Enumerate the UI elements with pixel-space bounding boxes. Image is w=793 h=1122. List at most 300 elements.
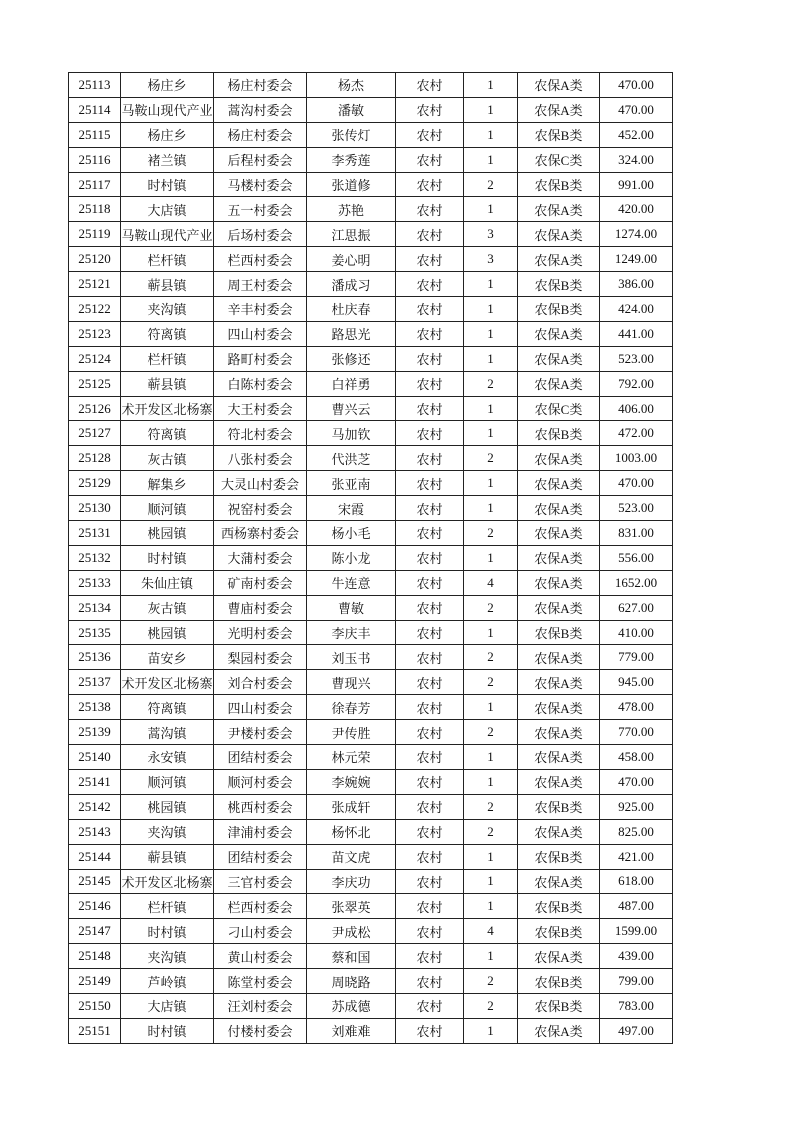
amount: 441.00 [618,325,654,341]
area-type-cell [396,371,464,396]
village-committee: 栏西村委会 [227,252,293,268]
person-name: 张道修 [331,178,371,193]
person-name: 张修还 [331,352,371,368]
village-committee-cell [214,993,307,1018]
household-count-cell [464,297,518,322]
town: 符离镇 [147,426,187,442]
household-count: 1 [487,325,494,341]
household-count: 2 [487,973,494,988]
insurance-category-cell [518,421,600,446]
area-type: 农村 [416,227,443,243]
village-committee: 矿南村委会 [227,576,293,592]
insurance-category-cell [518,720,600,745]
record-id-cell [69,919,121,944]
amount-cell [600,919,673,944]
record-id: 25139 [78,724,111,740]
village-committee: 团结村委会 [227,750,293,766]
amount-cell [600,794,673,819]
data-table [68,72,673,1044]
amount-cell [600,396,673,421]
record-id-cell [69,222,121,247]
town: 蕲县镇 [147,850,187,866]
record-id: 25142 [78,798,111,814]
record-id-cell [69,1018,121,1043]
area-type-cell [396,97,464,122]
household-count-cell [464,122,518,147]
table-row [69,695,673,720]
area-type-cell [396,346,464,371]
area-type-cell [396,620,464,645]
amount: 1274.00 [614,226,658,242]
amount: 487.00 [618,898,654,914]
person-name: 张亚南 [331,476,371,492]
insurance-category-cell [518,620,600,645]
village-committee-cell [214,844,307,869]
household-count-cell [464,471,518,496]
record-id: 25138 [78,699,111,715]
insurance-category: 农保A类 [534,526,583,542]
household-count-cell [464,819,518,844]
village-committee-cell [214,346,307,371]
record-id-cell [69,944,121,969]
table-row [69,97,673,122]
table-body [69,73,673,1044]
amount: 324.00 [618,151,654,167]
record-id: 25127 [78,425,111,441]
record-id: 25119 [78,226,111,242]
town: 灰古镇 [147,451,187,467]
record-id-cell [69,321,121,346]
insurance-category: 农保A类 [534,650,583,666]
town: 夹沟镇 [147,825,187,841]
town-cell [121,670,214,695]
amount-cell [600,595,673,620]
record-id: 25150 [78,997,111,1013]
record-id-cell [69,595,121,620]
record-id-cell [69,471,121,496]
town: 栏杆镇 [147,899,187,915]
table-row [69,272,673,297]
household-count: 1 [487,475,494,491]
amount: 770.00 [618,724,654,740]
insurance-category: 农保B类 [534,426,583,442]
record-id-cell [69,197,121,222]
area-type-cell [396,147,464,172]
town-cell [121,446,214,471]
town: 苗安乡 [147,650,187,666]
table-row [69,919,673,944]
record-id-cell [69,670,121,695]
area-type: 农村 [416,302,443,318]
person-name: 李庆功 [331,874,371,890]
record-id-cell [69,446,121,471]
amount-cell [600,172,673,197]
amount: 497.00 [618,1022,654,1038]
household-count: 1 [487,201,494,217]
amount: 478.00 [618,699,654,715]
household-count: 4 [487,574,494,590]
amount-cell [600,222,673,247]
amount: 1249.00 [614,251,658,267]
household-count-cell [464,794,518,819]
person-name: 白祥勇 [331,377,371,393]
person-name-cell [307,421,396,446]
record-id-cell [69,695,121,720]
person-name: 宋霞 [337,501,364,517]
area-type: 农村 [416,750,443,766]
amount-cell [600,297,673,322]
person-name-cell [307,471,396,496]
insurance-category: 农保C类 [534,402,583,418]
village-committee: 尹楼村委会 [227,725,293,741]
person-name-cell [307,122,396,147]
household-count: 1 [487,848,494,864]
person-name-cell [307,147,396,172]
household-count-cell [464,197,518,222]
record-id-cell [69,745,121,770]
amount-cell [600,371,673,396]
record-id-cell [69,346,121,371]
amount-cell [600,272,673,297]
insurance-category-cell [518,521,600,546]
area-type: 农村 [416,476,443,492]
household-count: 1 [487,873,494,889]
record-id-cell [69,794,121,819]
area-type: 农村 [416,775,443,791]
insurance-category: 农保A类 [534,451,583,467]
record-id: 25114 [78,101,111,117]
area-type-cell [396,73,464,98]
amount: 1599.00 [614,923,658,939]
insurance-category-cell [518,670,600,695]
village-committee-cell [214,122,307,147]
insurance-category-cell [518,844,600,869]
amount-cell [600,894,673,919]
area-type: 农村 [416,526,443,542]
household-count: 2 [487,798,494,814]
record-id-cell [69,297,121,322]
record-id: 25122 [78,300,111,316]
insurance-category: 农保B类 [534,850,583,866]
household-count-cell [464,346,518,371]
record-id: 25128 [78,450,111,466]
person-name-cell [307,819,396,844]
record-id: 25131 [78,524,111,540]
table-row [69,73,673,98]
insurance-category-cell [518,894,600,919]
village-committee-cell [214,944,307,969]
amount: 439.00 [618,948,654,964]
village-committee-cell [214,570,307,595]
town: 顺河镇 [147,775,187,791]
town-cell [121,521,214,546]
insurance-category-cell [518,595,600,620]
household-count-cell [464,844,518,869]
record-id: 25121 [78,276,111,292]
village-committee-cell [214,371,307,396]
village-committee: 白陈村委会 [227,377,293,393]
village-committee: 刁山村委会 [227,924,293,940]
amount: 783.00 [618,997,654,1013]
village-committee: 付楼村委会 [227,1024,293,1040]
area-type: 农村 [416,202,443,218]
insurance-category: 农保A类 [534,750,583,766]
household-count-cell [464,620,518,645]
area-type: 农村 [416,999,443,1015]
insurance-category-cell [518,371,600,396]
town-cell [121,869,214,894]
amount-cell [600,969,673,994]
insurance-category: 农保A类 [534,1024,583,1040]
record-id: 25130 [78,500,111,516]
area-type-cell [396,197,464,222]
village-committee: 周王村委会 [227,277,293,293]
record-id-cell [69,570,121,595]
person-name-cell [307,73,396,98]
household-count: 2 [487,599,494,615]
record-id: 25141 [78,773,111,789]
town: 时村镇 [147,178,187,193]
person-name-cell [307,247,396,272]
person-name-cell [307,396,396,421]
area-type: 农村 [416,850,443,866]
amount: 627.00 [618,599,654,615]
household-count-cell [464,247,518,272]
household-count-cell [464,769,518,794]
area-type: 农村 [416,103,443,119]
village-committee: 八张村委会 [227,451,293,467]
amount: 825.00 [618,823,654,839]
record-id-cell [69,496,121,521]
person-name-cell [307,570,396,595]
town-cell [121,172,214,197]
insurance-category-cell [518,446,600,471]
household-count-cell [464,695,518,720]
insurance-category: 农保A类 [534,725,583,741]
area-type-cell [396,471,464,496]
town-cell [121,794,214,819]
area-type-cell [396,745,464,770]
person-name-cell [307,446,396,471]
village-committee: 西杨寨村委会 [220,526,299,542]
person-name: 刘玉书 [331,650,371,666]
town-cell [121,720,214,745]
area-type: 农村 [416,949,443,965]
insurance-category: 农保B类 [534,999,583,1015]
town-cell [121,222,214,247]
village-committee: 辛丰村委会 [227,302,293,318]
area-type-cell [396,595,464,620]
person-name: 杨怀北 [331,825,371,841]
amount: 1003.00 [614,450,658,466]
area-type: 农村 [416,899,443,915]
area-type-cell [396,894,464,919]
person-name: 张翠英 [331,899,371,915]
person-name-cell [307,545,396,570]
household-count: 2 [487,724,494,740]
town: 蕲县镇 [147,277,187,293]
record-id: 25120 [78,251,111,267]
area-type-cell [396,446,464,471]
area-type: 农村 [416,252,443,268]
village-committee: 后程村委会 [227,153,293,169]
table-row [69,570,673,595]
insurance-category-cell [518,471,600,496]
record-id-cell [69,396,121,421]
table-row [69,620,673,645]
person-name-cell [307,869,396,894]
village-committee: 祝窑村委会 [227,501,293,517]
amount: 472.00 [618,425,654,441]
village-committee: 光明村委会 [227,626,293,642]
amount-cell [600,819,673,844]
area-type: 农村 [416,650,443,666]
household-count: 1 [487,549,494,565]
person-name: 李婉婉 [331,775,371,791]
record-id: 25129 [78,475,111,491]
insurance-category: 农保B类 [534,800,583,816]
household-count-cell [464,97,518,122]
town: 永安镇 [147,750,187,766]
table-row [69,496,673,521]
town-cell [121,844,214,869]
table-row [69,670,673,695]
area-type-cell [396,396,464,421]
area-type-cell [396,695,464,720]
town-cell [121,695,214,720]
village-committee-cell [214,197,307,222]
town-cell [121,769,214,794]
record-id-cell [69,421,121,446]
village-committee: 曹庙村委会 [227,601,293,617]
town: 术开发区北杨寨 [121,874,213,890]
town-cell [121,595,214,620]
town: 大店镇 [147,999,187,1015]
area-type: 农村 [416,725,443,741]
town: 杨庄乡 [147,78,187,94]
record-id-cell [69,122,121,147]
person-name: 杨杰 [337,78,364,94]
insurance-category: 农保A类 [534,352,583,368]
table-row [69,297,673,322]
area-type-cell [396,222,464,247]
person-name: 曹现兴 [331,675,371,691]
village-committee: 大灵山村委会 [220,476,299,492]
town: 顺河镇 [147,501,187,517]
area-type-cell [396,122,464,147]
area-type: 农村 [416,551,443,567]
amount-cell [600,421,673,446]
insurance-category-cell [518,993,600,1018]
area-type-cell [396,919,464,944]
area-type: 农村 [416,402,443,418]
area-type-cell [396,321,464,346]
village-committee-cell [214,222,307,247]
village-committee-cell [214,969,307,994]
amount-cell [600,122,673,147]
town-cell [121,297,214,322]
town: 朱仙庄镇 [140,576,193,592]
town-cell [121,1018,214,1043]
household-count-cell [464,894,518,919]
area-type: 农村 [416,874,443,890]
area-type: 农村 [416,78,443,94]
household-count-cell [464,371,518,396]
household-count: 1 [487,948,494,964]
household-count: 2 [487,997,494,1013]
area-type: 农村 [416,178,443,193]
town: 解集乡 [147,476,187,492]
insurance-category-cell [518,122,600,147]
insurance-category-cell [518,645,600,670]
insurance-category: 农保B类 [534,302,583,318]
household-count-cell [464,745,518,770]
town: 马鞍山现代产业 [121,103,213,119]
household-count-cell [464,595,518,620]
village-committee-cell [214,172,307,197]
record-id: 25117 [78,176,111,192]
insurance-category-cell [518,570,600,595]
amount: 470.00 [618,76,654,92]
town-cell [121,197,214,222]
town-cell [121,73,214,98]
person-name: 李秀莲 [331,153,371,169]
insurance-category: 农保A类 [534,825,583,841]
area-type-cell [396,172,464,197]
record-id: 25124 [78,350,111,366]
amount-cell [600,695,673,720]
amount-cell [600,346,673,371]
person-name-cell [307,222,396,247]
household-count: 1 [487,1022,494,1038]
household-count: 1 [487,425,494,441]
village-committee: 大蒲村委会 [227,551,293,567]
record-id-cell [69,97,121,122]
village-committee-cell [214,496,307,521]
village-committee: 刘合村委会 [227,675,293,691]
table-row [69,521,673,546]
town: 桃园镇 [147,526,187,542]
village-committee: 五一村委会 [227,202,293,218]
record-id: 25151 [78,1022,111,1038]
village-committee: 四山村委会 [227,700,293,716]
town: 夹沟镇 [147,302,187,318]
area-type-cell [396,670,464,695]
town-cell [121,371,214,396]
area-type: 农村 [416,601,443,617]
insurance-category: 农保C类 [534,153,583,169]
person-name-cell [307,97,396,122]
village-committee-cell [214,894,307,919]
insurance-category-cell [518,247,600,272]
village-committee: 陈堂村委会 [227,974,293,990]
person-name: 姜心明 [331,252,371,268]
insurance-category-cell [518,97,600,122]
area-type: 农村 [416,451,443,467]
household-count: 1 [487,126,494,142]
table-row [69,794,673,819]
town-cell [121,570,214,595]
amount: 421.00 [618,848,654,864]
town-cell [121,993,214,1018]
village-committee: 四山村委会 [227,327,293,343]
record-id-cell [69,73,121,98]
town: 桃园镇 [147,626,187,642]
household-count-cell [464,919,518,944]
village-committee: 蒿沟村委会 [227,103,293,119]
amount: 831.00 [618,524,654,540]
record-id: 25143 [78,823,111,839]
